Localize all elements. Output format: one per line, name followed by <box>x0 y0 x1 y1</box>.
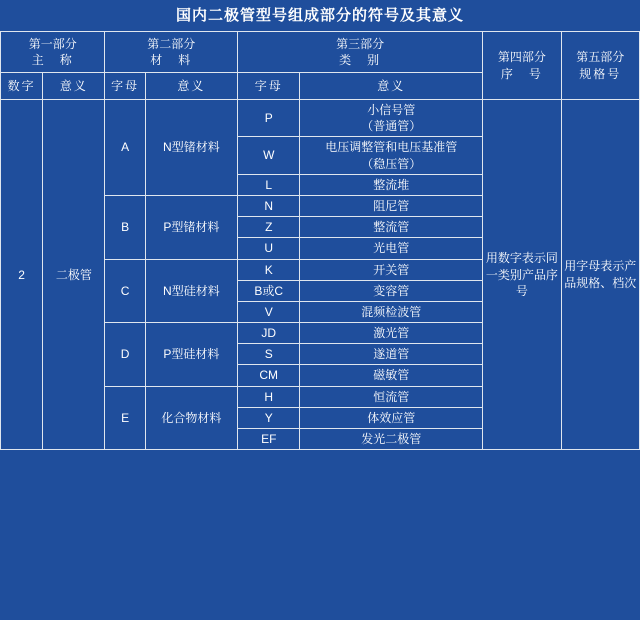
type-code: U <box>238 238 300 259</box>
header-part1: 第一部分 主 称 <box>1 32 105 73</box>
type-code: P <box>238 100 300 137</box>
type-code: JD <box>238 323 300 344</box>
type-code: Y <box>238 407 300 428</box>
type-meaning: 整流管 <box>300 217 483 238</box>
type-meaning: 混频检波管 <box>300 301 483 322</box>
subheader-meaning-1: 意义 <box>43 73 105 100</box>
type-code: Z <box>238 217 300 238</box>
material-name: N型锗材料 <box>145 100 237 196</box>
header-part3: 第三部分 类 别 <box>238 32 483 73</box>
material-name: P型硅材料 <box>145 323 237 387</box>
material-letter: B <box>105 195 145 259</box>
type-code: W <box>238 137 300 174</box>
page-title: 国内二极管型号组成部分的符号及其意义 <box>175 7 464 24</box>
type-meaning: 遂道管 <box>300 344 483 365</box>
type-code: S <box>238 344 300 365</box>
table-row <box>1 100 640 137</box>
type-meaning: 发光二极管 <box>300 429 483 450</box>
material-letter: C <box>105 259 145 323</box>
material-name: N型硅材料 <box>145 259 237 323</box>
material-letter: E <box>105 386 145 450</box>
type-code: B或C <box>238 280 300 301</box>
part4-description: 用数字表示同一类别产品序号 <box>483 100 561 450</box>
part1-meaning-value: 二极管 <box>43 100 105 450</box>
type-code: K <box>238 259 300 280</box>
part1-digit-value: 2 <box>1 100 43 450</box>
material-letter: D <box>105 323 145 387</box>
type-code: L <box>238 174 300 195</box>
type-meaning: 变容管 <box>300 280 483 301</box>
subheader-meaning-2: 意义 <box>145 73 237 100</box>
type-code: CM <box>238 365 300 386</box>
material-letter: A <box>105 100 145 196</box>
material-name: 化合物材料 <box>145 386 237 450</box>
type-meaning: 光电管 <box>300 238 483 259</box>
type-code: H <box>238 386 300 407</box>
type-meaning: 阻尼管 <box>300 195 483 216</box>
type-code: EF <box>238 429 300 450</box>
type-code: V <box>238 301 300 322</box>
diode-type-table <box>0 31 640 450</box>
subheader-meaning-3: 意义 <box>300 73 483 100</box>
header-part5: 第五部分 规格号 <box>561 32 639 100</box>
header-part4: 第四部分 序 号 <box>483 32 561 100</box>
type-meaning: 小信号管 （普通管） <box>300 100 483 137</box>
type-meaning: 整流堆 <box>300 174 483 195</box>
type-meaning: 激光管 <box>300 323 483 344</box>
material-name: P型锗材料 <box>145 195 237 259</box>
type-meaning: 恒流管 <box>300 386 483 407</box>
header-part2: 第二部分 材 料 <box>105 32 238 73</box>
part5-description: 用字母表示产品规格、档次 <box>561 100 639 450</box>
table-body <box>1 32 640 450</box>
type-code: N <box>238 195 300 216</box>
table-header-row <box>1 32 640 73</box>
type-meaning: 电压调整管和电压基准管 （稳压管） <box>300 137 483 174</box>
subheader-digit: 数字 <box>1 73 43 100</box>
subheader-letter-3: 字母 <box>238 73 300 100</box>
type-meaning: 开关管 <box>300 259 483 280</box>
subheader-letter-2: 字母 <box>105 73 145 100</box>
type-meaning: 磁敏管 <box>300 365 483 386</box>
type-meaning: 体效应管 <box>300 407 483 428</box>
